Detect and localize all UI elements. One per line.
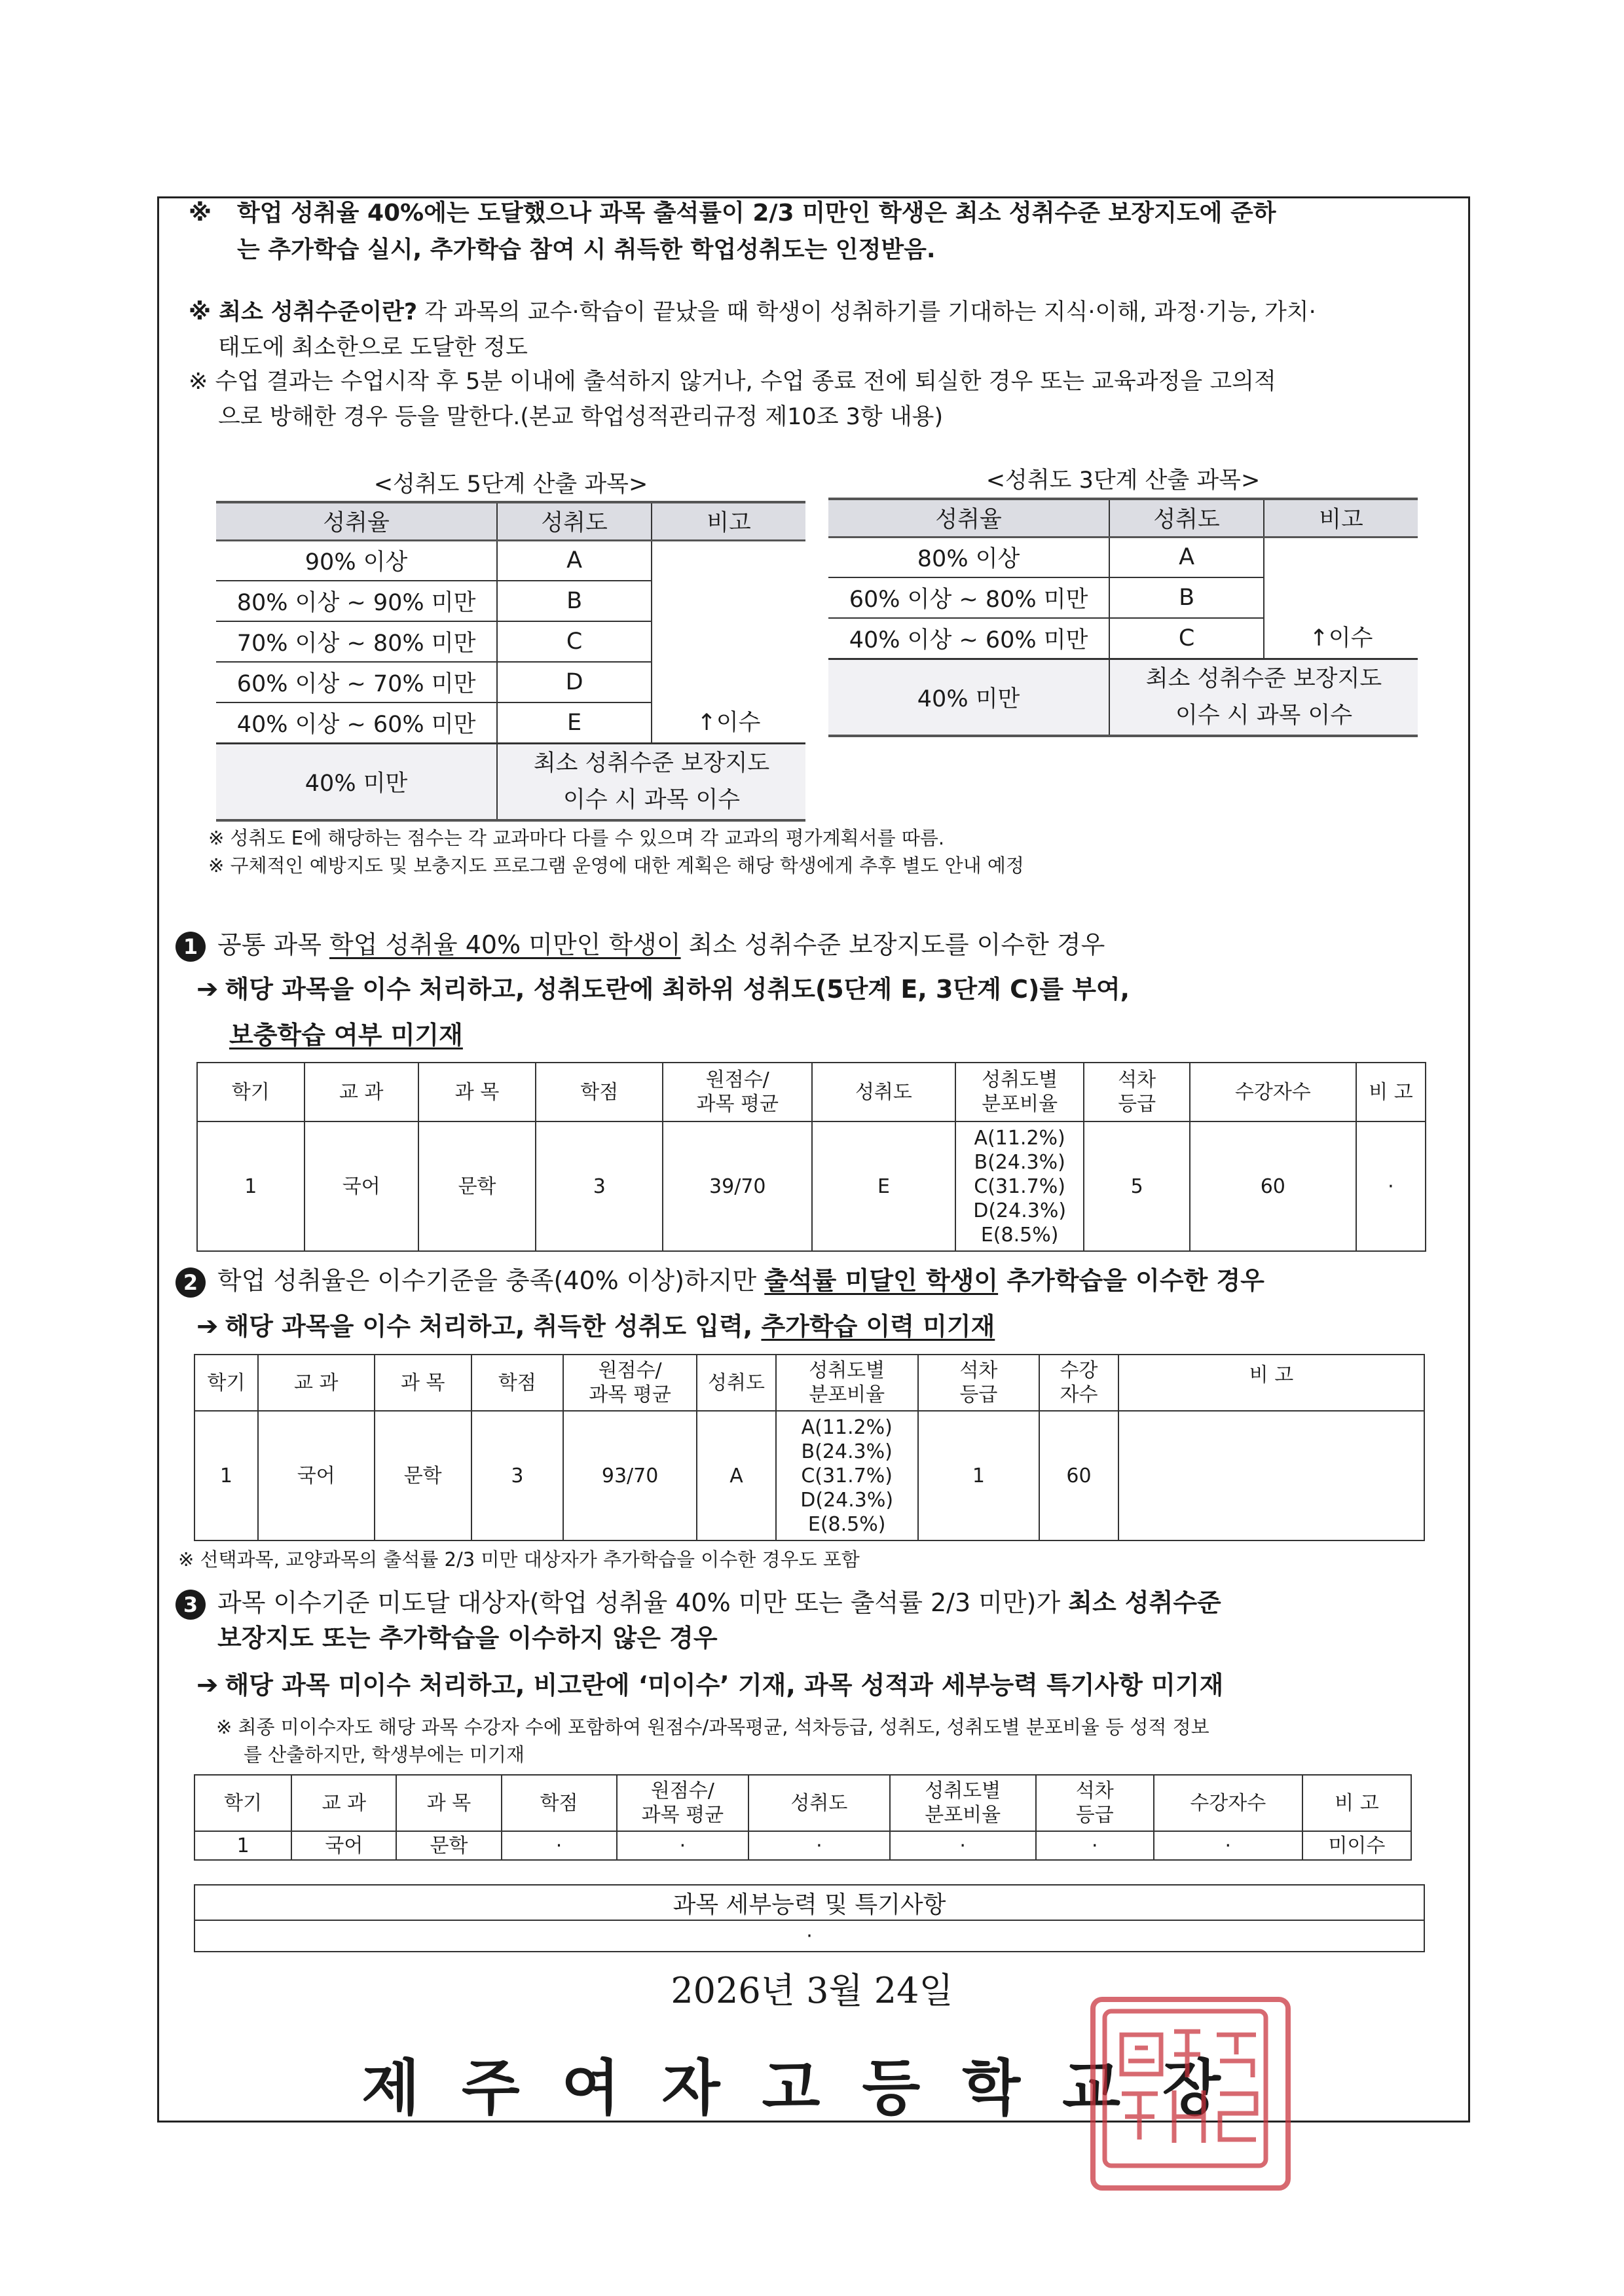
note2-line2: 태도에 최소한으로 도달한 정도 xyxy=(218,335,528,361)
grade5-pass-note: ↑이수 xyxy=(652,540,805,743)
c3-dist: · xyxy=(890,1831,1036,1860)
grade5-rate: 70% 이상 ~ 80% 미만 xyxy=(216,621,497,662)
c1-students: 60 xyxy=(1190,1121,1356,1251)
case1-line2 xyxy=(196,971,1130,1008)
c1-h-rank xyxy=(1084,1063,1189,1121)
note3-line2: 으로 방해한 경우 등을 말한다.(본교 학업성적관리규정 제10조 3항 내용) xyxy=(218,404,944,430)
c1-subject: 문학 xyxy=(418,1121,536,1251)
c3-h-score-2: 과목 평균 xyxy=(641,1804,724,1827)
c1-h-score-2: 과목 평균 xyxy=(696,1093,779,1116)
c2-achievement: A xyxy=(697,1411,776,1540)
c2-subject: 문학 xyxy=(375,1411,471,1540)
c1-rank: 5 xyxy=(1084,1121,1189,1251)
c3-h-score-1: 원점수/ xyxy=(650,1779,714,1802)
c3-remark: 미이수 xyxy=(1302,1831,1411,1860)
grade3-grade: B xyxy=(1109,577,1264,618)
grade3-fail-rate: 40% 미만 xyxy=(828,659,1109,736)
c1-h-remark: 비 고 xyxy=(1356,1063,1426,1121)
case1-text-u: 학업 성취율 40% 미만인 학생이 xyxy=(329,930,681,959)
c3-h-group: 교 과 xyxy=(291,1775,396,1831)
c1-remark: · xyxy=(1356,1121,1426,1251)
c1-dist-b: B(24.3%) xyxy=(974,1150,1065,1174)
case3-line2: 보장지도 또는 추가학습을 이수하지 않은 경우 xyxy=(217,1624,718,1652)
c3-rank: · xyxy=(1036,1831,1154,1860)
c3-h-dist xyxy=(890,1775,1036,1831)
table-note-1: ※ 성취도 E에 해당하는 점수는 각 교과마다 다를 수 있으며 각 교과의 평가계획서를 따름. xyxy=(208,827,945,849)
grade3-rate: 40% 이상 ~ 60% 미만 xyxy=(828,618,1109,659)
grade3-fail-note xyxy=(1109,659,1418,736)
arrow-icon: ➔ xyxy=(196,974,219,1004)
c2-h-group: 교 과 xyxy=(258,1355,375,1411)
table-note-2: ※ 구체적인 예방지도 및 보충지도 프로그램 운영에 대한 계획은 해당 학생에게 추후 별도 안내 예정 xyxy=(208,854,1024,877)
case3-line1-a: 과목 이수기준 미도달 대상자(학업 성취율 40% 미만 또는 출석률 2/3 미만)가 xyxy=(217,1588,1069,1617)
c3-h-achievement: 성취도 xyxy=(748,1775,889,1831)
arrow-icon: ➔ xyxy=(196,1670,219,1700)
c1-h-score xyxy=(663,1063,812,1121)
grade5-grade: D xyxy=(497,662,652,702)
case2-number: 2 xyxy=(175,1267,206,1298)
c1-semester: 1 xyxy=(197,1121,304,1251)
c2-h-remark: 비 고 xyxy=(1118,1355,1424,1411)
c2-h-dist-2: 분포비율 xyxy=(809,1383,885,1406)
seal-glyphs-icon xyxy=(1096,2002,1275,2175)
grade3-fail-line2: 이수 시 과목 이수 xyxy=(1175,702,1353,729)
note1-line1: 학업 성취율 40%에는 도달했으나 과목 출석률이 2/3 미만인 학생은 최소 성취수준 보장지도에 준하 xyxy=(237,200,1276,227)
c1-h-dist-2: 분포비율 xyxy=(982,1093,1058,1116)
c2-h-semester: 학기 xyxy=(194,1355,258,1411)
grade5-fail-note xyxy=(497,743,805,820)
grade5-table xyxy=(216,501,805,822)
c2-group: 국어 xyxy=(258,1411,375,1540)
note1-mark: ※ xyxy=(189,200,212,227)
c2-h-dist xyxy=(776,1355,918,1411)
c3-score: · xyxy=(617,1831,749,1860)
c2-score: 93/70 xyxy=(563,1411,697,1540)
note3-line1: ※ 수업 결과는 수업시작 후 5분 이내에 출석하지 않거나, 수업 종료 전에 퇴실한 경우 또는 교육과정을 고의적 xyxy=(189,369,1276,395)
arrow-icon: ➔ xyxy=(196,1311,219,1341)
c2-students: 60 xyxy=(1039,1411,1118,1540)
c1-h-rank-2: 등급 xyxy=(1118,1093,1156,1116)
c2-dist-b: B(24.3%) xyxy=(801,1440,893,1463)
grade5-header-grade: 성취도 xyxy=(497,502,652,540)
grade3-header-grade: 성취도 xyxy=(1109,499,1264,537)
grade3-rate: 80% 이상 xyxy=(828,537,1109,577)
grade3-table xyxy=(828,498,1418,737)
c2-h-score-2: 과목 평균 xyxy=(589,1383,671,1406)
case1-number: 1 xyxy=(175,932,206,962)
c1-h-achievement: 성취도 xyxy=(812,1063,955,1121)
grade5-fail-line2: 이수 시 과목 이수 xyxy=(563,786,741,813)
grade3-title: <성취도 3단계 산출 과목> xyxy=(986,467,1261,494)
c1-achievement: E xyxy=(812,1121,955,1251)
c3-h-rank-2: 등급 xyxy=(1075,1804,1114,1827)
grade5-rate: 40% 이상 ~ 60% 미만 xyxy=(216,702,497,743)
c3-students: · xyxy=(1154,1831,1302,1860)
c1-h-group: 교 과 xyxy=(304,1063,419,1121)
case2-line2 xyxy=(196,1308,995,1345)
note1-line2: 는 추가학습 실시, 추가학습 참여 시 취득한 학업성취도는 인정받음. xyxy=(237,236,936,263)
c1-credits: 3 xyxy=(536,1121,663,1251)
c3-h-students: 수강자수 xyxy=(1154,1775,1302,1831)
c2-semester: 1 xyxy=(194,1411,258,1540)
c3-h-dist-2: 분포비율 xyxy=(925,1804,1001,1827)
case2-line2-u: 추가학습 이력 미기재 xyxy=(761,1312,995,1341)
c1-h-dist-1: 성취도별 xyxy=(982,1068,1058,1091)
c2-h-credits: 학점 xyxy=(471,1355,563,1411)
c2-h-score xyxy=(563,1355,697,1411)
school-seal xyxy=(1090,1997,1291,2191)
grade5-title: <성취도 5단계 산출 과목> xyxy=(373,471,648,498)
c1-h-dist xyxy=(955,1063,1084,1121)
case3-note1: ※ 최종 미이수자도 해당 과목 수강자 수에 포함하여 원점수/과목평균, 석차등급, 성취도, 성취도별 분포비율 등 성적 정보 xyxy=(216,1716,1209,1738)
c3-h-score xyxy=(617,1775,749,1831)
c3-h-credits: 학점 xyxy=(502,1775,617,1831)
c2-h-students-2: 자수 xyxy=(1060,1383,1098,1406)
case2-heading xyxy=(175,1262,1264,1299)
c1-dist xyxy=(955,1121,1084,1251)
grade3-header-rate: 성취율 xyxy=(828,499,1109,537)
c2-dist xyxy=(776,1411,918,1540)
grade5-fail-rate: 40% 미만 xyxy=(216,743,497,820)
c1-group: 국어 xyxy=(304,1121,419,1251)
c3-achievement: · xyxy=(748,1831,889,1860)
case1-heading xyxy=(175,926,1105,963)
grade3-grade: C xyxy=(1109,618,1264,659)
case1-table xyxy=(196,1062,1426,1252)
c2-rank: 1 xyxy=(918,1411,1040,1540)
grade3-rate: 60% 이상 ~ 80% 미만 xyxy=(828,577,1109,618)
grade5-header-remark: 비고 xyxy=(652,502,805,540)
c2-h-subject: 과 목 xyxy=(375,1355,471,1411)
c2-remark xyxy=(1118,1411,1424,1540)
c3-h-rank xyxy=(1036,1775,1154,1831)
case3-note2: 를 산출하지만, 학생부에는 미기재 xyxy=(244,1743,525,1766)
case2-text-u: 출석률 미달인 학생이 xyxy=(764,1266,999,1295)
c2-h-rank xyxy=(918,1355,1040,1411)
case1-line2-text: 해당 과목을 이수 처리하고, 성취도란에 최하위 성취도(5단계 E, 3단계 C)를 부여, xyxy=(225,975,1130,1004)
c2-h-rank-1: 석차 xyxy=(959,1359,998,1382)
c2-h-achievement: 성취도 xyxy=(697,1355,776,1411)
c2-dist-c: C(31.7%) xyxy=(801,1464,893,1487)
c3-group: 국어 xyxy=(291,1831,396,1860)
c1-h-score-1: 원점수/ xyxy=(705,1068,769,1091)
c1-h-credits: 학점 xyxy=(536,1063,663,1121)
grade5-grade: B xyxy=(497,581,652,621)
c2-dist-d: D(24.3%) xyxy=(800,1488,894,1512)
c1-dist-e: E(8.5%) xyxy=(980,1223,1059,1247)
grade3-pass-note: ↑이수 xyxy=(1264,537,1418,659)
c1-dist-d: D(24.3%) xyxy=(973,1199,1067,1222)
c1-h-semester: 학기 xyxy=(197,1063,304,1121)
c3-h-remark: 비 고 xyxy=(1302,1775,1411,1831)
note2-rest: 각 과목의 교수·학습이 끝났을 때 학생이 성취하기를 기대하는 지식·이해, 과정·기능, 가치· xyxy=(424,299,1316,325)
principal-name: 제주여자고등학교장 xyxy=(361,2052,1263,2123)
c1-score: 39/70 xyxy=(663,1121,812,1251)
c2-credits: 3 xyxy=(471,1411,563,1540)
note2-bold: ※ 최소 성취수준이란? xyxy=(189,299,418,325)
grade5-grade: C xyxy=(497,621,652,662)
case2-footnote: ※ 선택과목, 교양과목의 출석률 2/3 미만 대상자가 추가학습을 이수한 경우도 포함 xyxy=(178,1548,860,1571)
case1-text-b: 최소 성취수준 보장지도를 이수한 경우 xyxy=(680,930,1105,959)
special-title: 과목 세부능력 및 특기사항 xyxy=(194,1885,1424,1920)
case3-line3 xyxy=(196,1667,1223,1704)
case3-number: 3 xyxy=(175,1590,206,1620)
c2-dist-a: A(11.2%) xyxy=(801,1415,893,1439)
c2-h-students-1: 수강 xyxy=(1060,1359,1098,1382)
case3-heading xyxy=(175,1584,1221,1621)
special-value: · xyxy=(194,1920,1424,1952)
case1-line3: 보충학습 여부 미기재 xyxy=(229,1021,463,1049)
case2-text-b: 추가학습을 이수한 경우 xyxy=(998,1266,1264,1295)
special-table xyxy=(194,1884,1425,1952)
grade5-rate: 60% 이상 ~ 70% 미만 xyxy=(216,662,497,702)
c3-h-dist-1: 성취도별 xyxy=(925,1779,1001,1802)
grade5-header-rate: 성취율 xyxy=(216,502,497,540)
document-date: 2026년 3월 24일 xyxy=(671,1970,953,2011)
c3-subject: 문학 xyxy=(396,1831,501,1860)
c2-h-students xyxy=(1039,1355,1118,1411)
case3-table xyxy=(194,1774,1412,1861)
c3-credits: · xyxy=(502,1831,617,1860)
case1-text-a: 공통 과목 xyxy=(217,930,329,959)
grade5-grade: A xyxy=(497,540,652,581)
c3-semester: 1 xyxy=(194,1831,291,1860)
grade5-rate: 90% 이상 xyxy=(216,540,497,581)
grade5-rate: 80% 이상 ~ 90% 미만 xyxy=(216,581,497,621)
c1-h-students: 수강자수 xyxy=(1190,1063,1356,1121)
case2-line2-a: 해당 과목을 이수 처리하고, 취득한 성취도 입력, xyxy=(225,1312,762,1341)
c1-h-rank-1: 석차 xyxy=(1118,1068,1156,1091)
grade3-header-remark: 비고 xyxy=(1264,499,1418,537)
case3-line1-b: 최소 성취수준 xyxy=(1068,1588,1221,1617)
c2-h-score-1: 원점수/ xyxy=(598,1359,662,1382)
c2-h-rank-2: 등급 xyxy=(959,1383,998,1406)
c1-dist-c: C(31.7%) xyxy=(974,1175,1065,1198)
case3-line3-text: 해당 과목 미이수 처리하고, 비고란에 ‘미이수’ 기재, 과목 성적과 세부능력 특기사항 미기재 xyxy=(225,1671,1224,1700)
c2-dist-e: E(8.5%) xyxy=(807,1512,886,1536)
grade5-fail-line1: 최소 성취수준 보장지도 xyxy=(533,750,770,776)
grade3-grade: A xyxy=(1109,537,1264,577)
c1-dist-a: A(11.2%) xyxy=(974,1126,1065,1150)
c3-h-rank-1: 석차 xyxy=(1075,1779,1114,1802)
note2-line1 xyxy=(189,295,1316,330)
case2-text-a: 학업 성취율은 이수기준을 충족(40% 이상)하지만 xyxy=(217,1266,765,1295)
c2-h-dist-1: 성취도별 xyxy=(809,1359,885,1382)
case2-table xyxy=(194,1354,1425,1541)
c3-h-subject: 과 목 xyxy=(396,1775,501,1831)
grade3-fail-line1: 최소 성취수준 보장지도 xyxy=(1145,665,1382,692)
grade5-grade: E xyxy=(497,702,652,743)
c1-h-subject: 과 목 xyxy=(418,1063,536,1121)
c3-h-semester: 학기 xyxy=(194,1775,291,1831)
